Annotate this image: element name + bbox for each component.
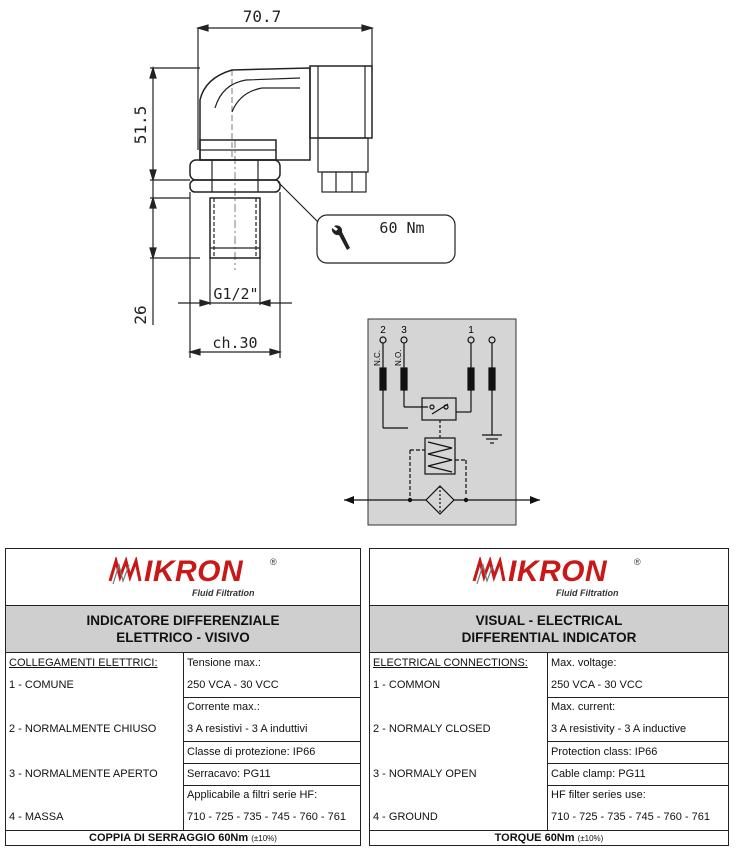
brand-name: IKRON [508,555,608,588]
divider [184,741,360,742]
protection-class: Classe di protezione: IP66 [187,746,316,758]
connection-3: 3 - NORMALMENTE APERTO [9,768,158,780]
brand-name: IKRON [144,555,244,588]
terminal-1-label: 1 [468,325,474,336]
title-line-2: ELETTRICO - VISIVO [116,630,250,645]
nc-label: N.C. [373,350,382,366]
title-line-1: INDICATORE DIFFERENZIALE [86,613,280,628]
dim-height: 51.5 [131,105,150,145]
divider [184,785,360,786]
filters-label: HF filter series use: [551,789,646,801]
divider [548,763,728,764]
current-label: Corrente max.: [187,701,260,713]
dim-width: 70.7 [242,7,282,26]
no-label: N.O. [394,349,403,366]
divider [548,697,728,698]
card-title [6,605,360,653]
divider [184,697,360,698]
torque-callout: 60 Nm [379,219,425,237]
spec-card-english [369,548,729,846]
hex-size: ch.30 [212,334,258,352]
torque-footer [370,830,728,845]
brand-tagline: Fluid Filtration [192,588,255,598]
connection-2: 2 - NORMALMENTE CHIUSO [9,723,157,735]
torque-footer [6,830,360,845]
connection-1: 1 - COMUNE [9,679,74,691]
title-line-2: DIFFERENTIAL INDICATOR [461,630,637,645]
cable-clamp: Serracavo: PG11 [187,768,271,780]
dim-bottom: 26 [131,305,150,325]
torque-tolerance: (±10%) [577,834,604,843]
ikron-logo-mark-icon [108,557,144,587]
technical-drawing [0,0,738,360]
voltage-label: Max. voltage: [551,657,617,669]
filters-label: Applicabile a filtri serie HF: [187,789,318,801]
brand-logo [370,549,728,605]
protection-class: Protection class: IP66 [551,746,658,758]
wrench-icon [332,225,350,250]
voltage-label: Tensione max.: [187,657,261,669]
connections-header: ELECTRICAL CONNECTIONS: [373,657,528,669]
connections-header: COLLEGAMENTI ELETTRICI: [9,657,158,669]
title-line-1: VISUAL - ELECTRICAL [475,613,623,628]
current-value: 3 A resistivity - 3 A inductive [551,723,687,735]
torque-text: TORQUE 60Nm [494,832,575,844]
connection-3: 3 - NORMALY OPEN [373,768,477,780]
card-title [370,605,728,653]
brand-reg: ® [634,557,641,567]
current-label: Max. current: [551,701,616,713]
brand-reg: ® [270,557,277,567]
spec-card-italian [5,548,361,846]
current-value: 3 A resistivi - 3 A induttivi [187,723,308,735]
voltage-value: 250 VCA - 30 VCC [551,679,643,691]
torque-text: COPPIA DI SERRAGGIO 60Nm [89,832,249,844]
filters-value: 710 - 725 - 735 - 745 - 760 - 761 [551,811,710,823]
cable-clamp: Cable clamp: PG11 [551,768,646,780]
connection-4: 4 - MASSA [9,811,64,823]
ikron-logo-mark-icon [472,557,508,587]
electrical-schematic [0,310,738,530]
thread-size: G1/2" [213,285,259,303]
divider [548,785,728,786]
terminal-3-label: 3 [401,325,407,336]
divider [548,741,728,742]
brand-logo [6,549,360,605]
brand-tagline: Fluid Filtration [556,588,619,598]
voltage-value: 250 VCA - 30 VCC [187,679,279,691]
torque-tolerance: (±10%) [251,834,277,843]
connection-1: 1 - COMMON [373,679,441,691]
connection-4: 4 - GROUND [373,811,438,823]
terminal-2-label: 2 [380,325,386,336]
connection-2: 2 - NORMALY CLOSED [373,723,491,735]
filters-value: 710 - 725 - 735 - 745 - 760 - 761 [187,811,346,823]
divider [184,763,360,764]
